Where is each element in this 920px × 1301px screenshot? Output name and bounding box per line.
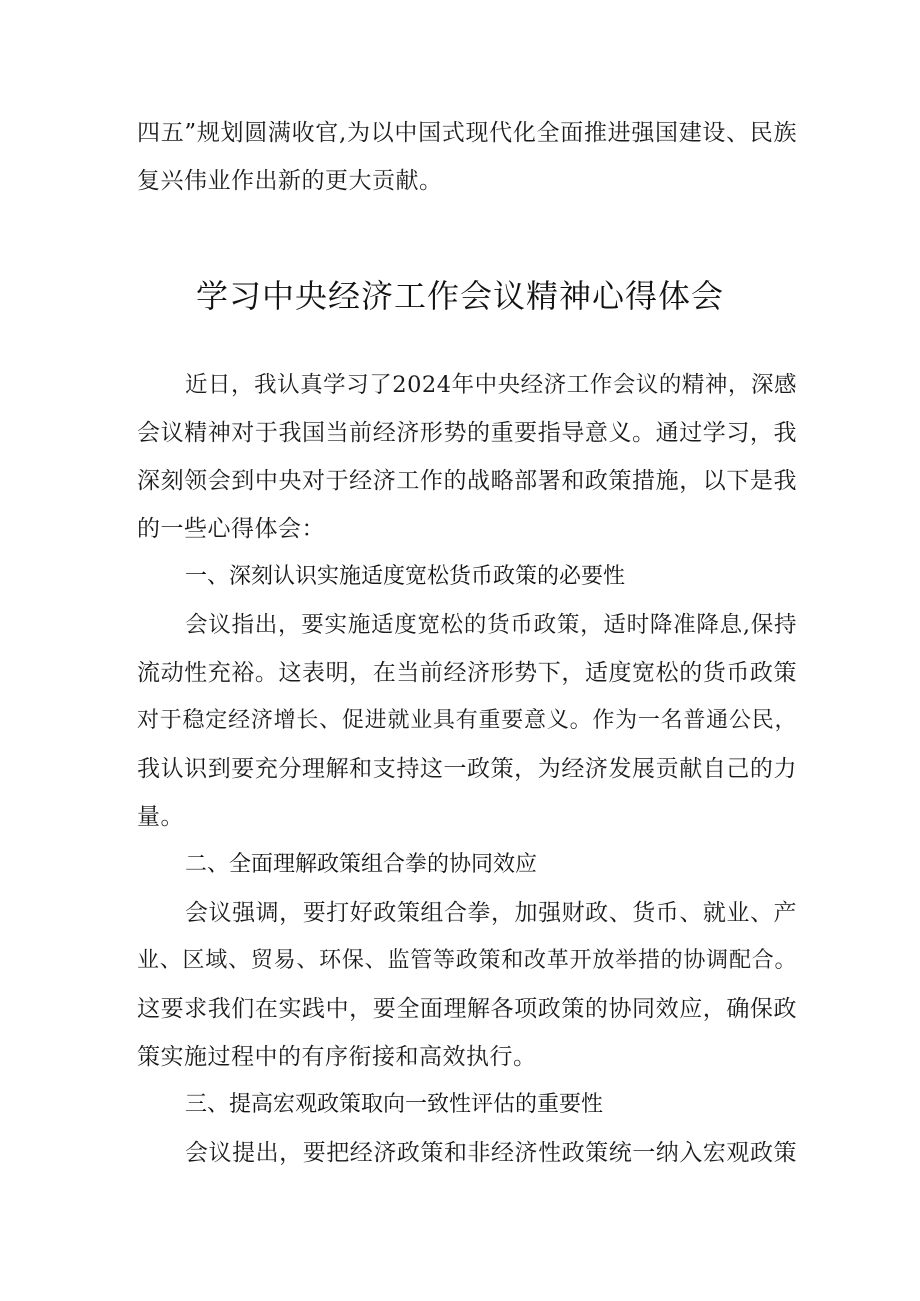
page-title: 学习中央经济工作会议精神心得体会 [195,277,724,315]
section-1-line-1: 会议指出，要实施适度宽松的货币政策，适时降准降息,保持 [185,612,797,638]
intro-line-2: 复兴伟业作出新的更大贡献。 [137,168,443,194]
section-2-line-3: 这要求我们在实践中，要全面理解各项政策的协同效应，确保政 [137,996,797,1022]
section-3-line-1: 会议提出，要把经济政策和非经济性政策统一纳入宏观政策 [185,1140,797,1166]
section-2-line-4: 策实施过程中的有序衔接和高效执行。 [137,1044,537,1070]
intro-line-1: 四五”规划圆满收官,为以中国式现代化全面推进强国建设、民族 [137,120,797,146]
opening-line-4: 的一些心得体会： [137,516,325,542]
section-2-heading: 二、全面理解政策组合拳的协同效应 [185,852,538,877]
opening-line-3: 深刻领会到中央对于经济工作的战略部署和政策措施，以下是我 [137,468,797,494]
section-1-heading: 一、深刻认识实施适度宽松货币政策的必要性 [185,564,626,589]
section-1-line-5: 量。 [137,804,184,830]
section-1-line-2: 流动性充裕。这表明，在当前经济形势下，适度宽松的货币政策 [137,660,797,686]
section-2-line-1: 会议强调，要打好政策组合拳，加强财政、货币、就业、产 [185,900,797,926]
section-3-heading: 三、提高宏观政策取向一致性评估的重要性 [185,1092,604,1117]
opening-line-1: 近日，我认真学习了2024年中央经济工作会议的精神，深感 [185,372,797,398]
opening-line-2: 会议精神对于我国当前经济形势的重要指导意义。通过学习，我 [137,420,797,446]
section-1-line-4: 我认识到要充分理解和支持这一政策，为经济发展贡献自己的力 [137,756,797,782]
section-1-line-3: 对于稳定经济增长、促进就业具有重要意义。作为一名普通公民， [137,708,797,733]
section-2-line-2: 业、区域、贸易、环保、监管等政策和改革开放举措的协调配合。 [137,948,797,973]
